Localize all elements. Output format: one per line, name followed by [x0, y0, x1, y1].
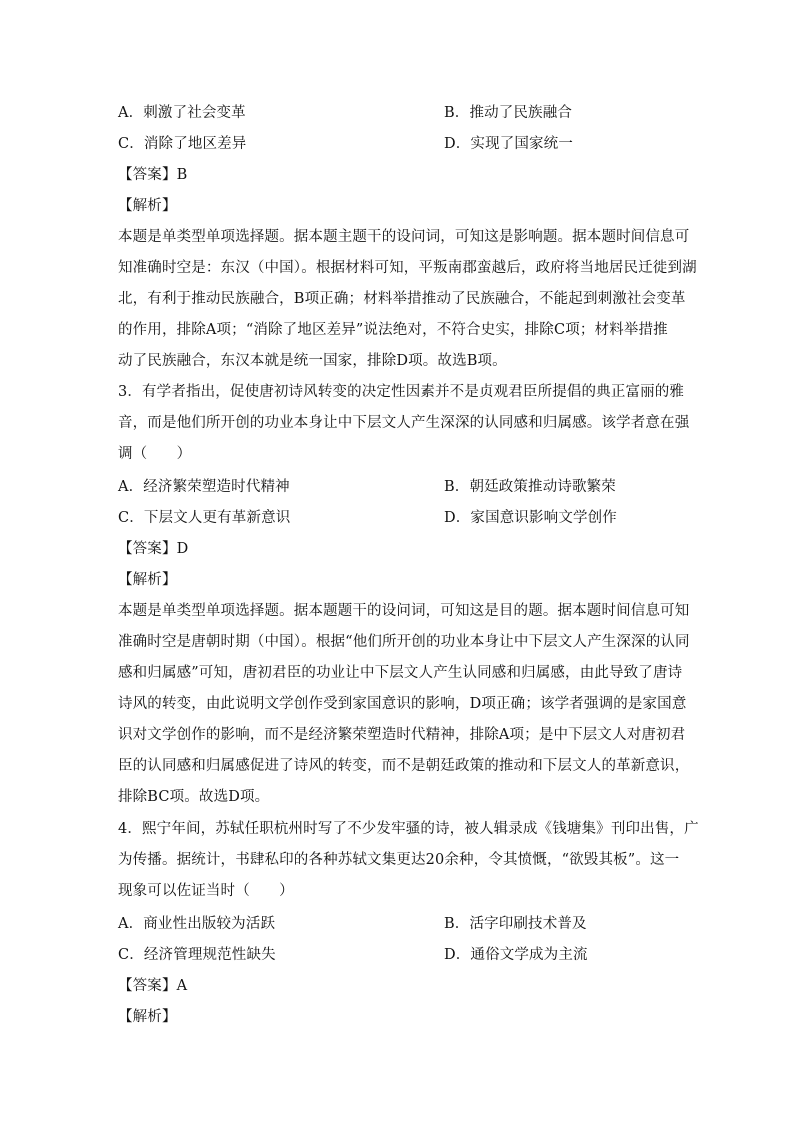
q3-stem: [118, 377, 690, 470]
q2-analysis: [118, 222, 697, 377]
q2-analysis-line: 的作用，排除A项；“消除了地区差异”说法绝对，不符合史实，排除C项；材料举措推: [118, 322, 668, 338]
q3-analysis-line: 识对文学创作的影响，而不是经济繁荣塑造时代精神，排除A项；是中下层文人对唐初君: [118, 727, 686, 743]
q2-option-c: C．消除了地区差异: [118, 136, 247, 152]
q4-option-a: A．商业性出版较为活跃: [118, 916, 276, 932]
q2-answer: 【答案】B: [118, 167, 188, 183]
q3-analysis-label: 【解析】: [118, 572, 177, 588]
q4-option-c: C．经济管理规范性缺失: [118, 947, 276, 963]
q3-option-b: B．朝廷政策推动诗歌繁荣: [444, 479, 616, 495]
q2-analysis-line: 动了民族融合，东汉本就是统一国家，排除D项。故选B项。: [118, 353, 507, 369]
q2-option-a: A．刺激了社会变革: [118, 105, 246, 121]
q3-option-d: D．家国意识影响文学创作: [444, 510, 617, 526]
q2-analysis-line: 本题是单类型单项选择题。据本题主题干的设问词，可知这是影响题。据本题时间信息可: [118, 229, 690, 245]
q4-analysis-label: 【解析】: [118, 1009, 177, 1025]
q3-option-a: A．经济繁荣塑造时代精神: [118, 479, 290, 495]
q2-analysis-line: 知准确时空是：东汉（中国）。根据材料可知，平叛南郡蛮越后，政府将当地居民迁徙到湖: [118, 260, 697, 276]
q3-analysis-line: 本题是单类型单项选择题。据本题题干的设问词，可知这是目的题。据本题时间信息可知: [118, 603, 690, 619]
q2-option-b: B．推动了民族融合: [444, 105, 573, 121]
q3-analysis-line: 准确时空是唐朝时期（中国）。根据“他们所开创的功业本身让中下层文人产生深深的认同: [118, 634, 690, 650]
q4-option-b: B．活字印刷技术普及: [444, 916, 587, 932]
q4-answer: 【答案】A: [118, 978, 188, 994]
q3-analysis-line: 诗风的转变，由此说明文学创作受到家国意识的影响，D项正确；该学者强调的是家国意: [118, 696, 687, 712]
q3-stem-line: 3．有学者指出，促使唐初诗风转变的决定性因素并不是贞观君臣所提倡的典正富丽的雅: [118, 384, 685, 400]
q4-option-d: D．通俗文学成为主流: [444, 947, 588, 963]
q3-option-c: C．下层文人更有革新意识: [118, 510, 291, 526]
q4-stem-line: 现象可以佐证当时（ ）: [118, 883, 294, 899]
q2-analysis-label: 【解析】: [118, 198, 177, 214]
q3-analysis-line: 排除BC项。故选D项。: [118, 789, 270, 805]
q4-stem-line: 4．熙宁年间，苏轼任职杭州时写了不少发牢骚的诗，被人辑录成《钱塘集》刊印出售，广: [118, 821, 699, 837]
q2-analysis-line: 北，有利于推动民族融合，B项正确；材料举措推动了民族融合，不能起到刺激社会变革: [118, 291, 686, 307]
q3-analysis-line: 感和归属感”可知，唐初君臣的功业让中下层文人产生认同感和归属感，由此导致了唐诗: [118, 665, 683, 681]
q3-stem-line: 调（ ）: [118, 446, 192, 462]
q4-stem: [118, 814, 699, 907]
q4-stem-line: 为传播。据统计，书肆私印的各种苏轼文集更达20余种，令其愤慨，“欲毁其板”。这一: [118, 852, 680, 868]
q3-answer: 【答案】D: [118, 541, 189, 557]
q3-analysis-line: 臣的认同感和归属感促进了诗风的转变，而不是朝廷政策的推动和下层文人的革新意识，: [118, 758, 690, 774]
q3-analysis: [118, 596, 690, 813]
q2-option-d: D．实现了国家统一: [444, 136, 573, 152]
q3-stem-line: 音，而是他们所开创的功业本身让中下层文人产生深深的认同感和归属感。该学者意在强: [118, 415, 690, 431]
